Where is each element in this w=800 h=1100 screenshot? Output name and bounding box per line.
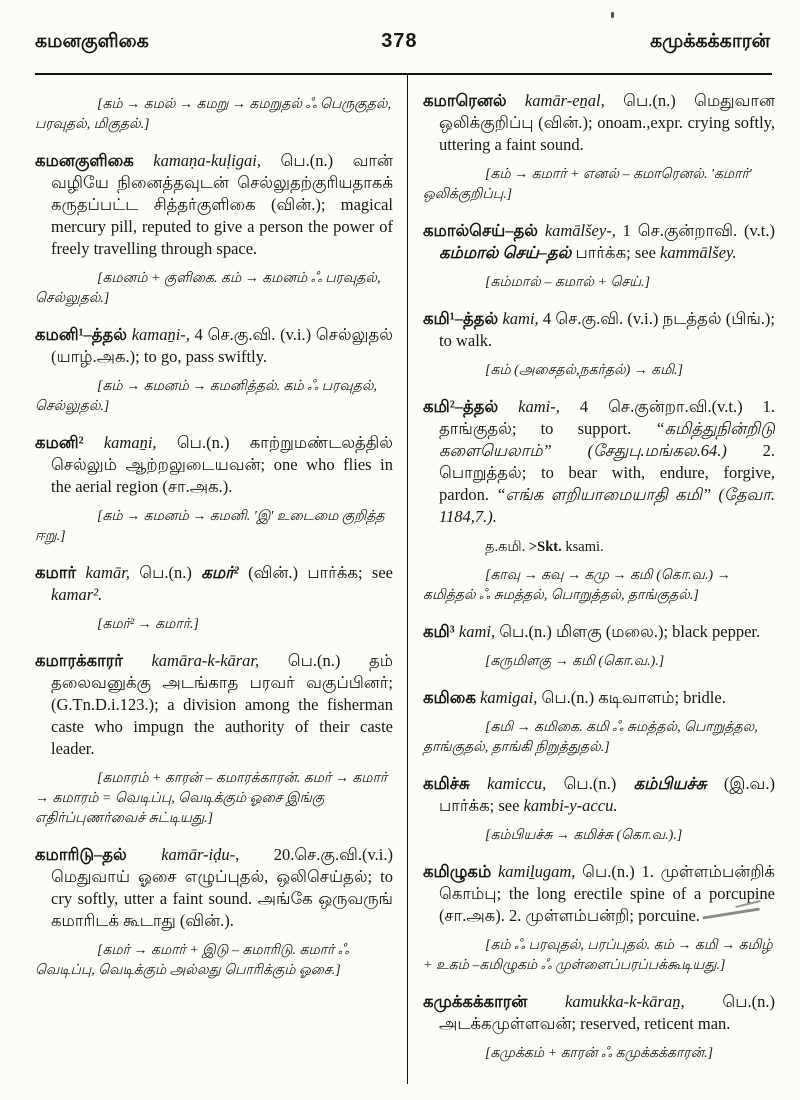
etymology-note: [35, 941, 393, 981]
dictionary-entry: [423, 621, 775, 643]
etymology-note: [423, 936, 775, 976]
etymology-note: [35, 95, 393, 135]
dictionary-entry: [423, 687, 775, 709]
guide-word-right: கமுக்கக்காரன்: [649, 31, 770, 52]
etymology-text: [காவு → கவு → கமு → கமி (கொ.வ.) → கமித்தல் ஃ சுமத்தல், பொறுத்தல், தாங்குதல்.]: [423, 568, 731, 603]
definition-text: பெ.(n.): [139, 563, 202, 582]
headword: கமனி¹–த்தல்: [35, 325, 132, 344]
transliteration: kammālšey.: [660, 243, 737, 262]
dictionary-entry: [35, 650, 393, 760]
text-columns: [35, 86, 775, 1079]
etymology-note: [423, 718, 775, 758]
definition-text: பெ.(n.) தம் தலைவனுக்கு அடங்காத பரவர் வகுப்பினர்; (G.Tn.D.i.123.); a division among the fisherman caste who impugn the authority of their caste leader.: [51, 651, 394, 758]
transliteration: kami,: [458, 622, 500, 641]
etymology-note: [35, 269, 393, 309]
definition-text: 4 செ.கு.வி. (v.i.) நடத்தல் (பிங்.); to walk.: [439, 309, 776, 350]
header-rule: [35, 73, 772, 75]
etymology-text: [கம் → கமல் → கமறு → கமறுதல் ஃ பெருகுதல், பரவுதல், மிகுதல்.]: [35, 97, 391, 132]
transliteration: kamukka-k-kāraṉ,: [565, 992, 723, 1011]
etymology-note: [423, 1044, 775, 1064]
etymology-text: [கம் ஃ பரவுதல், பரப்புதல். கம் → கமி → கமிழ் + உகம் –கமிழுகம் ஃ முள்ளைப்பரப்பக்கூடியது.]: [423, 938, 773, 973]
definition-text: பெ.(n.) காற்றுமண்டலத்தில் செல்லும் ஆற்றலுடையவன்; one who flies in the aerial region (சா.அக.).: [51, 433, 393, 496]
headword: கமாரிடு–தல்: [35, 845, 162, 864]
etymology-note: [423, 652, 775, 672]
dictionary-entry: [423, 308, 775, 352]
etymology-text: [கமனம் + குளிகை. கம் → கமனம் ஃ பரவுதல், செல்லுதல்.]: [35, 271, 381, 306]
definition-text: 20.செ.கு.வி.(v.i.) மெதுவாய் ஓசை எழுப்புதல், ஒலிசெய்தல்; to cry softly, utter a faint sound. அங்கே ஒருவருங் கமாரிடக் கூடாது (வின்.).: [51, 845, 394, 930]
transliteration: kamiccu,: [487, 774, 564, 793]
headword: கமனி²: [35, 433, 104, 452]
headword: கமாரக்காரர்: [35, 651, 152, 670]
etymology-text: [கம் → கமனம் → கமனித்தல். கம் ஃ பரவுதல், செல்லுதல்.]: [35, 379, 378, 414]
etymology-text: [கமர் → கமார் + இடு – கமாரிடு. கமார் ஃ வெடிப்பு, வெடிக்கும் அல்லது பொரிக்கும் ஓசை.]: [35, 943, 349, 978]
headword: கமிகை: [423, 688, 481, 707]
definition-text: பெ.(n.) கடிவாளம்; bridle.: [541, 688, 726, 707]
definition-text: பெ.(n.): [563, 774, 634, 793]
transliteration: kamaṉi,: [103, 433, 177, 452]
etymology-note: [423, 566, 775, 606]
dictionary-entry: [423, 991, 775, 1035]
definition-text: 2. பொறுத்தல்; to bear with, endure, forgive, pardon.: [439, 441, 775, 504]
dictionary-entry: [423, 90, 775, 156]
headword: கமி¹–த்தல்: [423, 309, 503, 328]
etymology-text: [கமுக்கம் + காரன் ஃ கமுக்கக்காரன்.]: [485, 1046, 714, 1061]
cross-reference: கமர்²: [201, 563, 249, 582]
dictionary-entry: [423, 861, 775, 927]
definition-text: (இ.வ.) பார்க்க; see: [439, 774, 775, 815]
etymology-note: [423, 273, 775, 293]
etymology-note: [423, 826, 775, 846]
definition-text: த.கமி.: [485, 539, 529, 555]
etymology-text: [கம்மால் – கமால் + செய்.]: [485, 275, 651, 290]
guide-word-left: கமனகுளிகை: [35, 31, 149, 52]
transliteration: kamaṉi-,: [131, 325, 195, 344]
dictionary-entry: [423, 773, 775, 817]
etymology-text: [கமி → கமிகை. கமி ஃ சுமத்தல், பொறுத்தல, தாங்குதல், தாங்கி நிறுத்துதல்.]: [423, 720, 758, 755]
dictionary-entry: [35, 432, 393, 498]
dictionary-entry: [35, 150, 393, 260]
definition-text: பெ.(n.) அடக்கமுள்ளவன்; reserved, reticent man.: [439, 992, 775, 1033]
headword: கமனகுளிகை: [35, 151, 154, 170]
etymology-text: [கமாரம் + காரன் – கமாரக்காரன். கமர் → கமார் → கமாரம் = வெடிப்பு, வெடிக்கும் ஓசை இங்கு எதிர்ப்புணர்வைச் சுட்டியது.]: [35, 771, 388, 826]
scan-speck: [611, 12, 614, 18]
etymology-note: [423, 165, 775, 205]
dictionary-entry: [35, 844, 393, 932]
dictionary-entry: [35, 324, 393, 368]
definition-text: பார்க்க; see: [575, 243, 661, 262]
headword: கமி³: [423, 622, 459, 641]
etymology-text: [கம்பியச்சு → கமிச்சு (கொ.வ.).]: [485, 828, 683, 843]
transliteration: kambi-y-accu.: [523, 796, 618, 815]
headword: கமார்: [35, 563, 86, 582]
definition-text: 1 செ.குன்றாவி. (v.t.): [622, 221, 776, 240]
page-number: 378: [381, 30, 418, 52]
headword: கமி²–த்தல்: [423, 397, 519, 416]
transliteration: kamār,: [85, 563, 140, 582]
transliteration: kamālšey-,: [544, 221, 623, 240]
etymology-text: [கம் → கமார் + எனல் – கமாரெனல். 'கமார்' ஒலிக்குறிப்பு.]: [423, 167, 752, 202]
definition-text: 4 செ.குன்றா.வி.(v.t.) 1. தாங்குதல்; to support.: [439, 397, 775, 438]
etymology-note: [35, 615, 393, 635]
transliteration: kami,: [502, 309, 543, 328]
right-column: [407, 86, 775, 1079]
headword: கமுக்கக்காரன்: [423, 992, 566, 1011]
definition-text: பெ.(n.) வான் வழியே நினைத்தவுடன் செல்லுதற்குரியதாகக் கருதப்பட்ட சித்தர்குளிகை (வின்.); magical mercury pill, reputed to give a person the power of freely travelling through space.: [51, 151, 393, 258]
definition-text: 4 செ.கு.வி. (v.i.) செல்லுதல் (யாழ்.அக.); to go, pass swiftly.: [51, 325, 393, 366]
transliteration: kamiḻugam,: [497, 862, 583, 881]
headword: கமிச்சு: [423, 774, 488, 793]
transliteration: kami-,: [518, 397, 580, 416]
etymology-note: [35, 507, 393, 547]
dictionary-entry: [35, 562, 393, 606]
etymology-note: [35, 377, 393, 417]
cross-reference: கம்பியச்சு: [633, 774, 724, 793]
etymology-text: [கம் (அசைதல்,நகர்தல்) → கமி.]: [485, 363, 683, 378]
transliteration: “எங்க ளறியாமையாதி கமி” (தேவா. 1184,7.).: [439, 485, 775, 526]
transliteration: kamaṇa-kuḷigai,: [153, 151, 281, 170]
headword: >Skt.: [528, 539, 566, 555]
etymology-note: [35, 769, 393, 829]
definition-text: (வின்.) பார்க்க; see: [248, 563, 393, 582]
left-column: [35, 86, 407, 1079]
headword: கமாரெனல்: [423, 91, 525, 110]
transliteration: kamār-iḍu-,: [161, 845, 274, 864]
definition-text: பெ.(n.) 1. முள்ளம்பன்றிக் கொம்பு; the long erectile spine of a porcupine (சா.அக). 2. முள்ளம்பன்றி; porcuine.: [439, 862, 775, 925]
transliteration: “கமித்துநின்றிடு களையெலாம்” (சேதுபு.மங்கல.64.): [439, 419, 775, 460]
etymology-text: [கருமிளகு → கமி (கொ.வ.).]: [485, 654, 665, 669]
dictionary-entry: [423, 396, 775, 528]
transliteration: kamāra-k-kārar,: [151, 651, 288, 670]
transliteration: kamigai,: [480, 688, 542, 707]
definition-text: பெ.(n.) மெதுவான ஒலிக்குறிப்பு (வின்.); onoam.,expr. crying softly, uttering a faint sound.: [439, 91, 775, 154]
running-head: [35, 30, 770, 55]
language-note: [485, 537, 775, 557]
etymology-text: [கமர்² → கமார்.]: [97, 617, 199, 632]
dictionary-entry: [423, 220, 775, 264]
headword: கமிழுகம்: [423, 862, 498, 881]
definition-text: பெ.(n.) மிளகு (மலை.); black pepper.: [499, 622, 761, 641]
transliteration: kamar².: [51, 585, 103, 604]
definition-text: ksami.: [565, 539, 604, 555]
cross-reference: கம்மால் செய்–தல்: [439, 243, 576, 262]
etymology-text: [கம் → கமனம் → கமனி. 'இ' உடைமை குறித்த ஈறு.]: [35, 509, 385, 544]
headword: கமால்செய்–தல்: [423, 221, 545, 240]
etymology-note: [423, 361, 775, 381]
transliteration: kamār-eṉal,: [524, 91, 624, 110]
